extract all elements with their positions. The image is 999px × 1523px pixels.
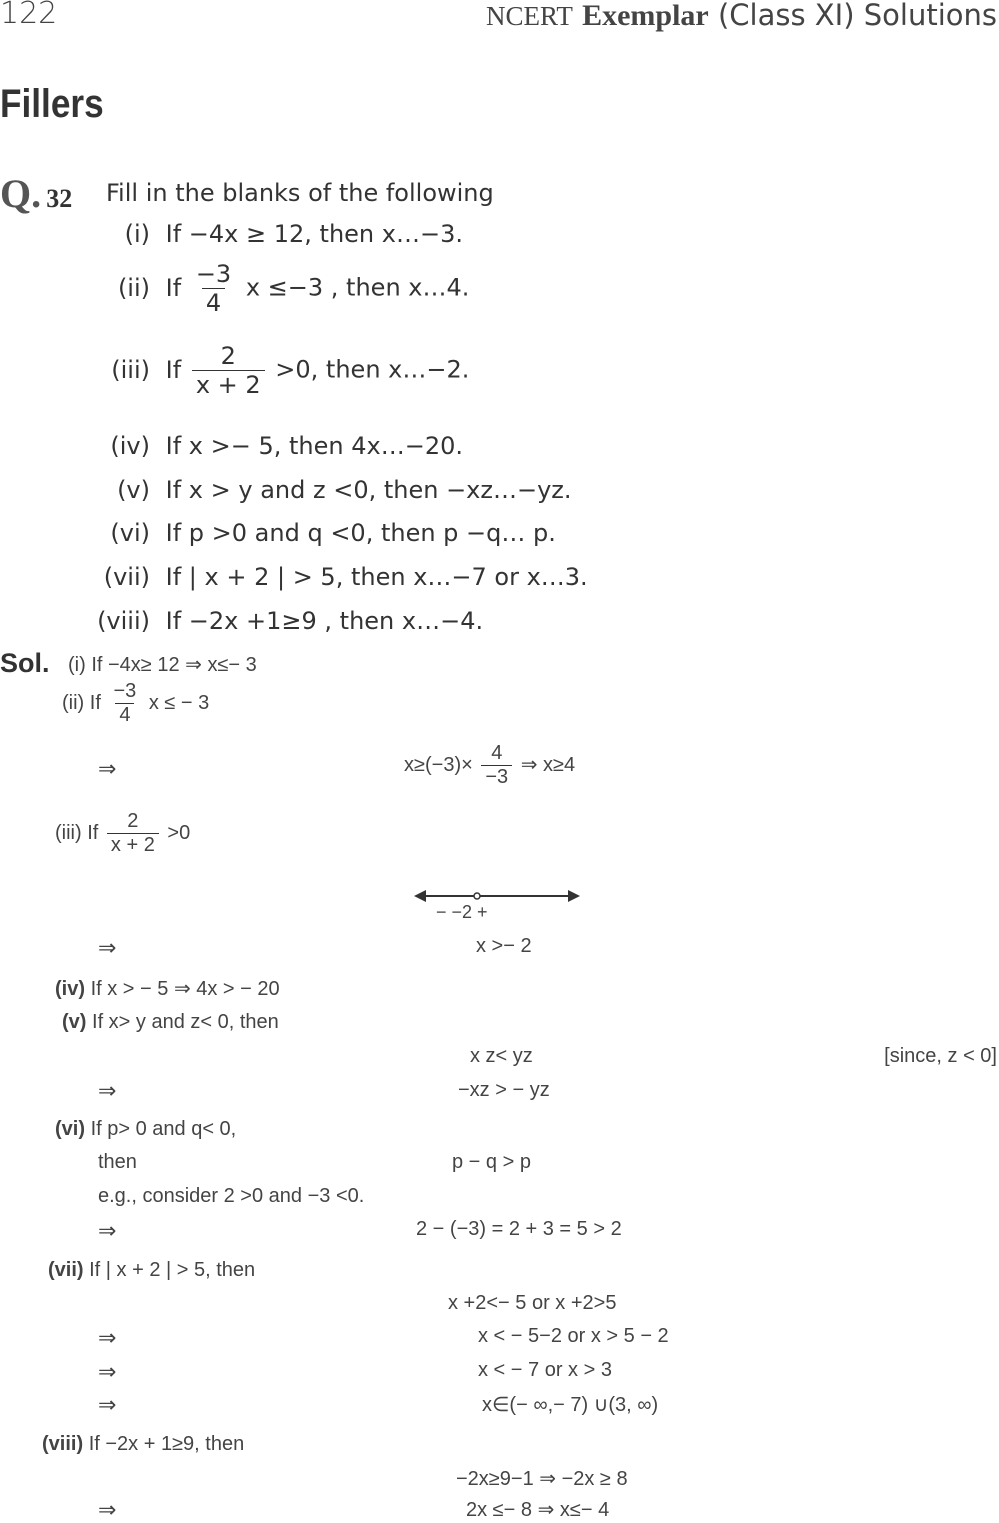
sol-ii (62, 680, 209, 727)
page-number: 122 (0, 0, 58, 31)
fraction-denominator: x + 2 (192, 370, 265, 399)
sol-label: (vi) (55, 1118, 85, 1140)
implies-icon: ⇒ (98, 1078, 117, 1103)
header-prefix: NCERT (485, 1, 573, 31)
question-item (40, 342, 469, 399)
sol-iv (55, 976, 280, 1001)
fraction-denominator: 4 (202, 288, 225, 317)
implies-icon: ⇒ (98, 1359, 117, 1384)
item-label: (viii) (97, 607, 150, 635)
item-label: (v) (117, 476, 150, 504)
solution-label: Sol. (0, 648, 50, 678)
running-header (486, 0, 997, 33)
implies-icon: ⇒ (98, 935, 117, 960)
sol-label: (i) (68, 654, 86, 676)
item-text: If p >0 and q <0, then p −q… p. (165, 519, 556, 547)
question-number: 32 (46, 184, 73, 213)
sol-vi-eg: e.g., consider 2 >0 and −3 <0. (98, 1185, 365, 1207)
sol-pre: If (87, 821, 99, 844)
sol-vii-line2: x < − 5−2 or x > 5 − 2 (478, 1325, 669, 1347)
sol-v-note: [since, z < 0] (884, 1045, 997, 1067)
sol-vi (55, 1118, 236, 1141)
item-text: If −2x +1≥9 , then x…−4. (165, 607, 484, 635)
item-label: (vii) (103, 563, 150, 591)
sol-text: If | x + 2 | > 5, then (89, 1259, 256, 1281)
implies-icon: ⇒ (98, 1325, 117, 1350)
arrow-right-icon (568, 890, 580, 902)
question-item (40, 220, 463, 248)
question-item (40, 563, 588, 591)
sol-text: If x> y and z< 0, then (92, 1011, 279, 1033)
question-item (40, 260, 469, 317)
sol-pre: If (89, 691, 101, 714)
sol-text: If −2x + 1≥9, then (88, 1433, 245, 1455)
sol-label: (v) (62, 1011, 87, 1033)
fraction-numerator: 2 (220, 342, 236, 370)
fraction-numerator: −3 (195, 260, 232, 288)
fraction-numerator: 4 (491, 742, 503, 764)
sol-ii-step (404, 742, 575, 789)
implies-icon: ⇒ (98, 1497, 117, 1522)
sol-v (62, 1011, 279, 1034)
fraction (107, 810, 159, 857)
step-post: ⇒ x≥4 (520, 753, 576, 776)
sol-label: (ii) (62, 691, 85, 714)
sol-label: (viii) (42, 1433, 84, 1455)
item-label: (i) (124, 220, 150, 248)
fraction (192, 342, 265, 399)
question-q-label: Q. (0, 171, 42, 216)
fraction-denominator: −3 (481, 765, 512, 789)
fraction (192, 260, 235, 317)
sol-iii (55, 810, 190, 857)
sol-vii-line1: x +2<− 5 or x +2>5 (448, 1292, 617, 1314)
question-item (40, 607, 483, 635)
item-text: If −4x ≥ 12, then x…−3. (165, 220, 463, 248)
sol-text: If −4x≥ 12 ⇒ x≤− 3 (91, 654, 257, 676)
fraction (481, 742, 512, 789)
sol-label: (vii) (48, 1259, 84, 1281)
sol-label: (iv) (55, 978, 85, 1000)
number-line-labels: − −2 + (436, 902, 488, 922)
sol-viii (42, 1433, 244, 1456)
header-bold: Exemplar (582, 0, 709, 32)
question-item (40, 519, 556, 547)
step-pre: x≥(−3)× (404, 753, 473, 776)
sol-vi-line1: p − q > p (452, 1151, 531, 1173)
item-text: If | x + 2 | > 5, then x…−7 or x…3. (165, 563, 588, 591)
arrow-left-icon (414, 890, 426, 902)
implies-icon: ⇒ (98, 1392, 117, 1417)
fraction-numerator: −3 (113, 680, 137, 702)
sol-post: x ≤ − 3 (148, 691, 210, 714)
fraction-denominator: x + 2 (107, 833, 159, 857)
item-post: x ≤−3 , then x…4. (245, 273, 470, 302)
sol-text: If x > − 5 ⇒ 4x > − 20 (90, 978, 280, 1000)
sol-vi-then: then (98, 1151, 137, 1173)
section-title: Fillers (0, 82, 104, 126)
sol-viii-line1: −2x≥9−1 ⇒ −2x ≥ 8 (456, 1468, 628, 1490)
fraction (109, 680, 140, 727)
fraction-numerator: 2 (127, 810, 139, 832)
question-heading (0, 170, 72, 217)
item-pre: If (165, 273, 182, 302)
item-label: (ii) (117, 273, 150, 302)
open-point (474, 893, 480, 899)
item-pre: If (165, 355, 182, 384)
implies-icon: ⇒ (98, 756, 117, 781)
item-text: If x > y and z <0, then −xz…−yz. (165, 476, 572, 504)
implies-icon: ⇒ (98, 1218, 117, 1243)
fraction-denominator: 4 (115, 703, 134, 727)
question-prompt: Fill in the blanks of the following (106, 179, 494, 207)
sol-vi-line2: 2 − (−3) = 2 + 3 = 5 > 2 (416, 1218, 622, 1240)
header-suffix: (Class XI) Solutions (717, 0, 997, 32)
question-item (40, 432, 463, 460)
sol-label: (iii) (55, 821, 82, 844)
item-label: (iii) (111, 355, 150, 384)
item-label: (vi) (110, 519, 150, 547)
sol-vii (48, 1259, 255, 1282)
sol-v-line2: −xz > − yz (458, 1079, 550, 1101)
sol-vii-line4: x∈(− ∞,− 7) ∪(3, ∞) (482, 1394, 659, 1416)
item-text: If x >− 5, then 4x…−20. (165, 432, 463, 460)
question-item (40, 476, 572, 504)
sol-v-line1: x z< yz (470, 1045, 533, 1067)
sol-vii-line3: x < − 7 or x > 3 (478, 1359, 612, 1381)
sol-post: >0 (167, 821, 191, 844)
sol-iii-result: x >− 2 (476, 935, 532, 957)
sol-i (68, 652, 257, 677)
item-label: (iv) (110, 432, 150, 460)
item-post: >0, then x…−2. (275, 355, 470, 384)
sol-text: If p> 0 and q< 0, (90, 1118, 237, 1140)
sol-viii-line2: 2x ≤− 8 ⇒ x≤− 4 (466, 1499, 610, 1521)
